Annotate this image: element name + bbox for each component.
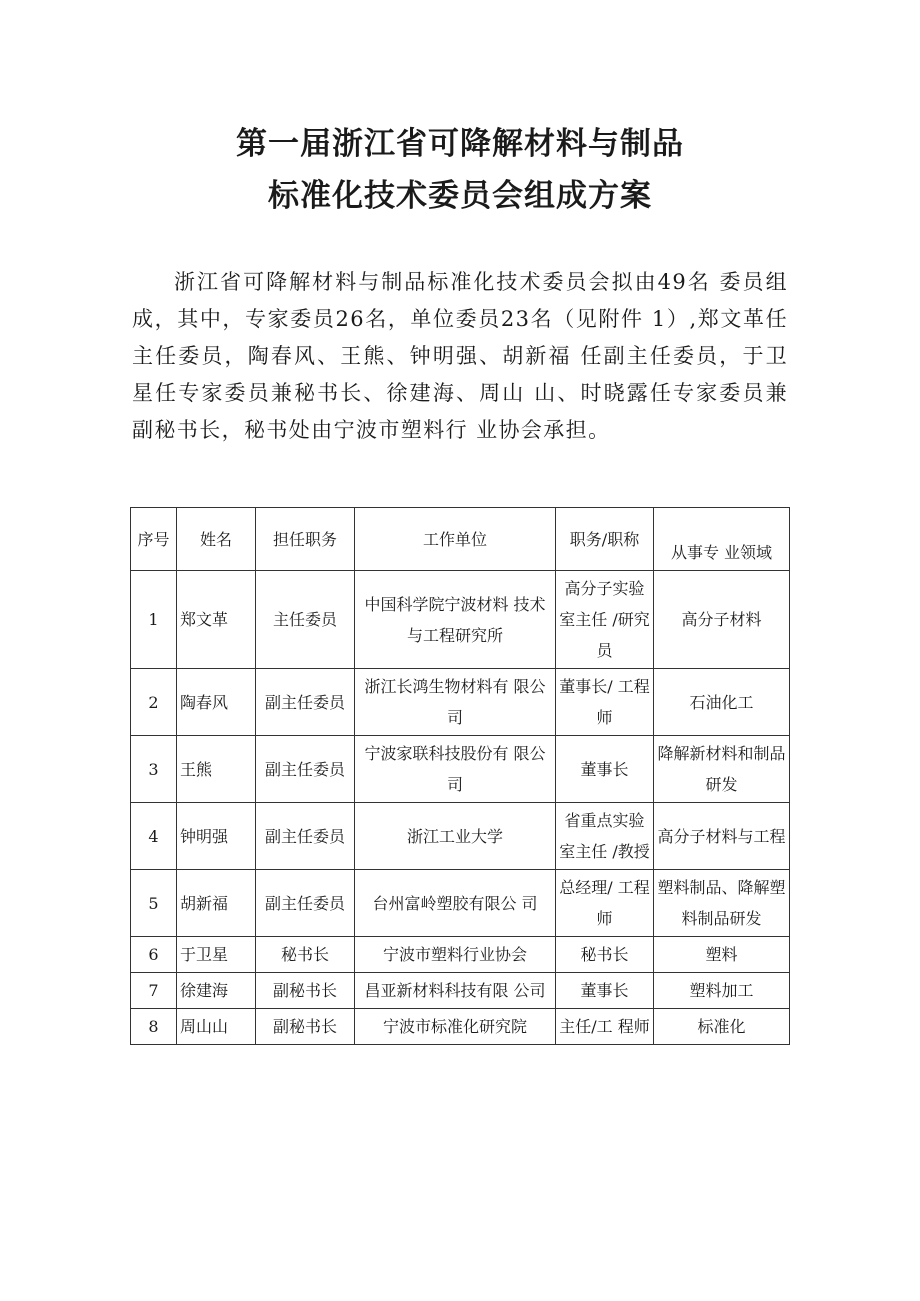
cell-title: 省重点实验室主任 /教授 <box>556 803 654 870</box>
cell-field: 高分子材料与工程 <box>654 803 790 870</box>
table-row <box>131 736 790 803</box>
cell-field: 石油化工 <box>654 669 790 736</box>
cell-role: 副秘书长 <box>256 973 355 1009</box>
table-row <box>131 669 790 736</box>
cell-name: 周山山 <box>177 1009 256 1045</box>
cell-field: 塑料加工 <box>654 973 790 1009</box>
cell-org: 宁波市标准化研究院 <box>355 1009 556 1045</box>
cell-org: 宁波家联科技股份有 限公司 <box>355 736 556 803</box>
header-role: 担任职务 <box>256 508 355 571</box>
cell-name: 陶春风 <box>177 669 256 736</box>
cell-title: 总经理/ 工程师 <box>556 870 654 937</box>
cell-name: 王熊 <box>177 736 256 803</box>
document-title-line-1: 第一届浙江省可降解材料与制品 <box>236 126 684 162</box>
cell-title: 董事长 <box>556 973 654 1009</box>
cell-index: 7 <box>131 973 177 1009</box>
intro-text: 浙江省可降解材料与制品标准化技术委员会拟由49名 委员组成，其中，专家委员26名，单位委员23名（见附件 1）,郑文革任主任委员，陶春风、王熊、钟明强、胡新福 任副主任委员，于卫星任专家委员兼秘书长、徐建海、周山 山、时晓露任专家委员兼副秘书长，秘书处由宁波市塑料行 业协会承担。 <box>132 270 788 442</box>
cell-index: 4 <box>131 803 177 870</box>
cell-field: 标准化 <box>654 1009 790 1045</box>
cell-field: 高分子材料 <box>654 571 790 669</box>
table-row <box>131 1009 790 1045</box>
cell-name: 郑文革 <box>177 571 256 669</box>
cell-field: 降解新材料和制品研发 <box>654 736 790 803</box>
cell-index: 1 <box>131 571 177 669</box>
intro-paragraph <box>132 264 788 449</box>
cell-org: 昌亚新材料科技有限 公司 <box>355 973 556 1009</box>
table-row <box>131 571 790 669</box>
cell-role: 副秘书长 <box>256 1009 355 1045</box>
cell-role: 副主任委员 <box>256 736 355 803</box>
cell-title: 主任/工 程师 <box>556 1009 654 1045</box>
cell-index: 5 <box>131 870 177 937</box>
table-row <box>131 937 790 973</box>
cell-index: 2 <box>131 669 177 736</box>
cell-title: 董事长 <box>556 736 654 803</box>
header-field: 从事专 业领域 <box>654 508 790 571</box>
header-name: 姓名 <box>177 508 256 571</box>
header-title: 职务/职称 <box>556 508 654 571</box>
header-org: 工作单位 <box>355 508 556 571</box>
document-title-line-2: 标准化技术委员会组成方案 <box>268 178 652 214</box>
cell-role: 副主任委员 <box>256 669 355 736</box>
cell-org: 浙江长鸿生物材料有 限公司 <box>355 669 556 736</box>
cell-name: 胡新福 <box>177 870 256 937</box>
committee-table <box>130 507 790 1045</box>
header-index: 序号 <box>131 508 177 571</box>
cell-index: 6 <box>131 937 177 973</box>
cell-field: 塑料制品、降解塑料制品研发 <box>654 870 790 937</box>
table-header-row <box>131 508 790 571</box>
cell-role: 副主任委员 <box>256 803 355 870</box>
cell-role: 副主任委员 <box>256 870 355 937</box>
cell-title: 董事长/ 工程师 <box>556 669 654 736</box>
cell-name: 徐建海 <box>177 973 256 1009</box>
cell-org: 台州富岭塑胶有限公 司 <box>355 870 556 937</box>
cell-title: 高分子实验室主任 /研究员 <box>556 571 654 669</box>
table-row <box>131 803 790 870</box>
cell-index: 3 <box>131 736 177 803</box>
table-row <box>131 973 790 1009</box>
cell-name: 于卫星 <box>177 937 256 973</box>
cell-index: 8 <box>131 1009 177 1045</box>
table-row <box>131 870 790 937</box>
cell-title: 秘书长 <box>556 937 654 973</box>
cell-org: 浙江工业大学 <box>355 803 556 870</box>
cell-org: 宁波市塑料行业协会 <box>355 937 556 973</box>
cell-role: 主任委员 <box>256 571 355 669</box>
cell-role: 秘书长 <box>256 937 355 973</box>
cell-field: 塑料 <box>654 937 790 973</box>
cell-name: 钟明强 <box>177 803 256 870</box>
cell-org: 中国科学院宁波材料 技术与工程研究所 <box>355 571 556 669</box>
